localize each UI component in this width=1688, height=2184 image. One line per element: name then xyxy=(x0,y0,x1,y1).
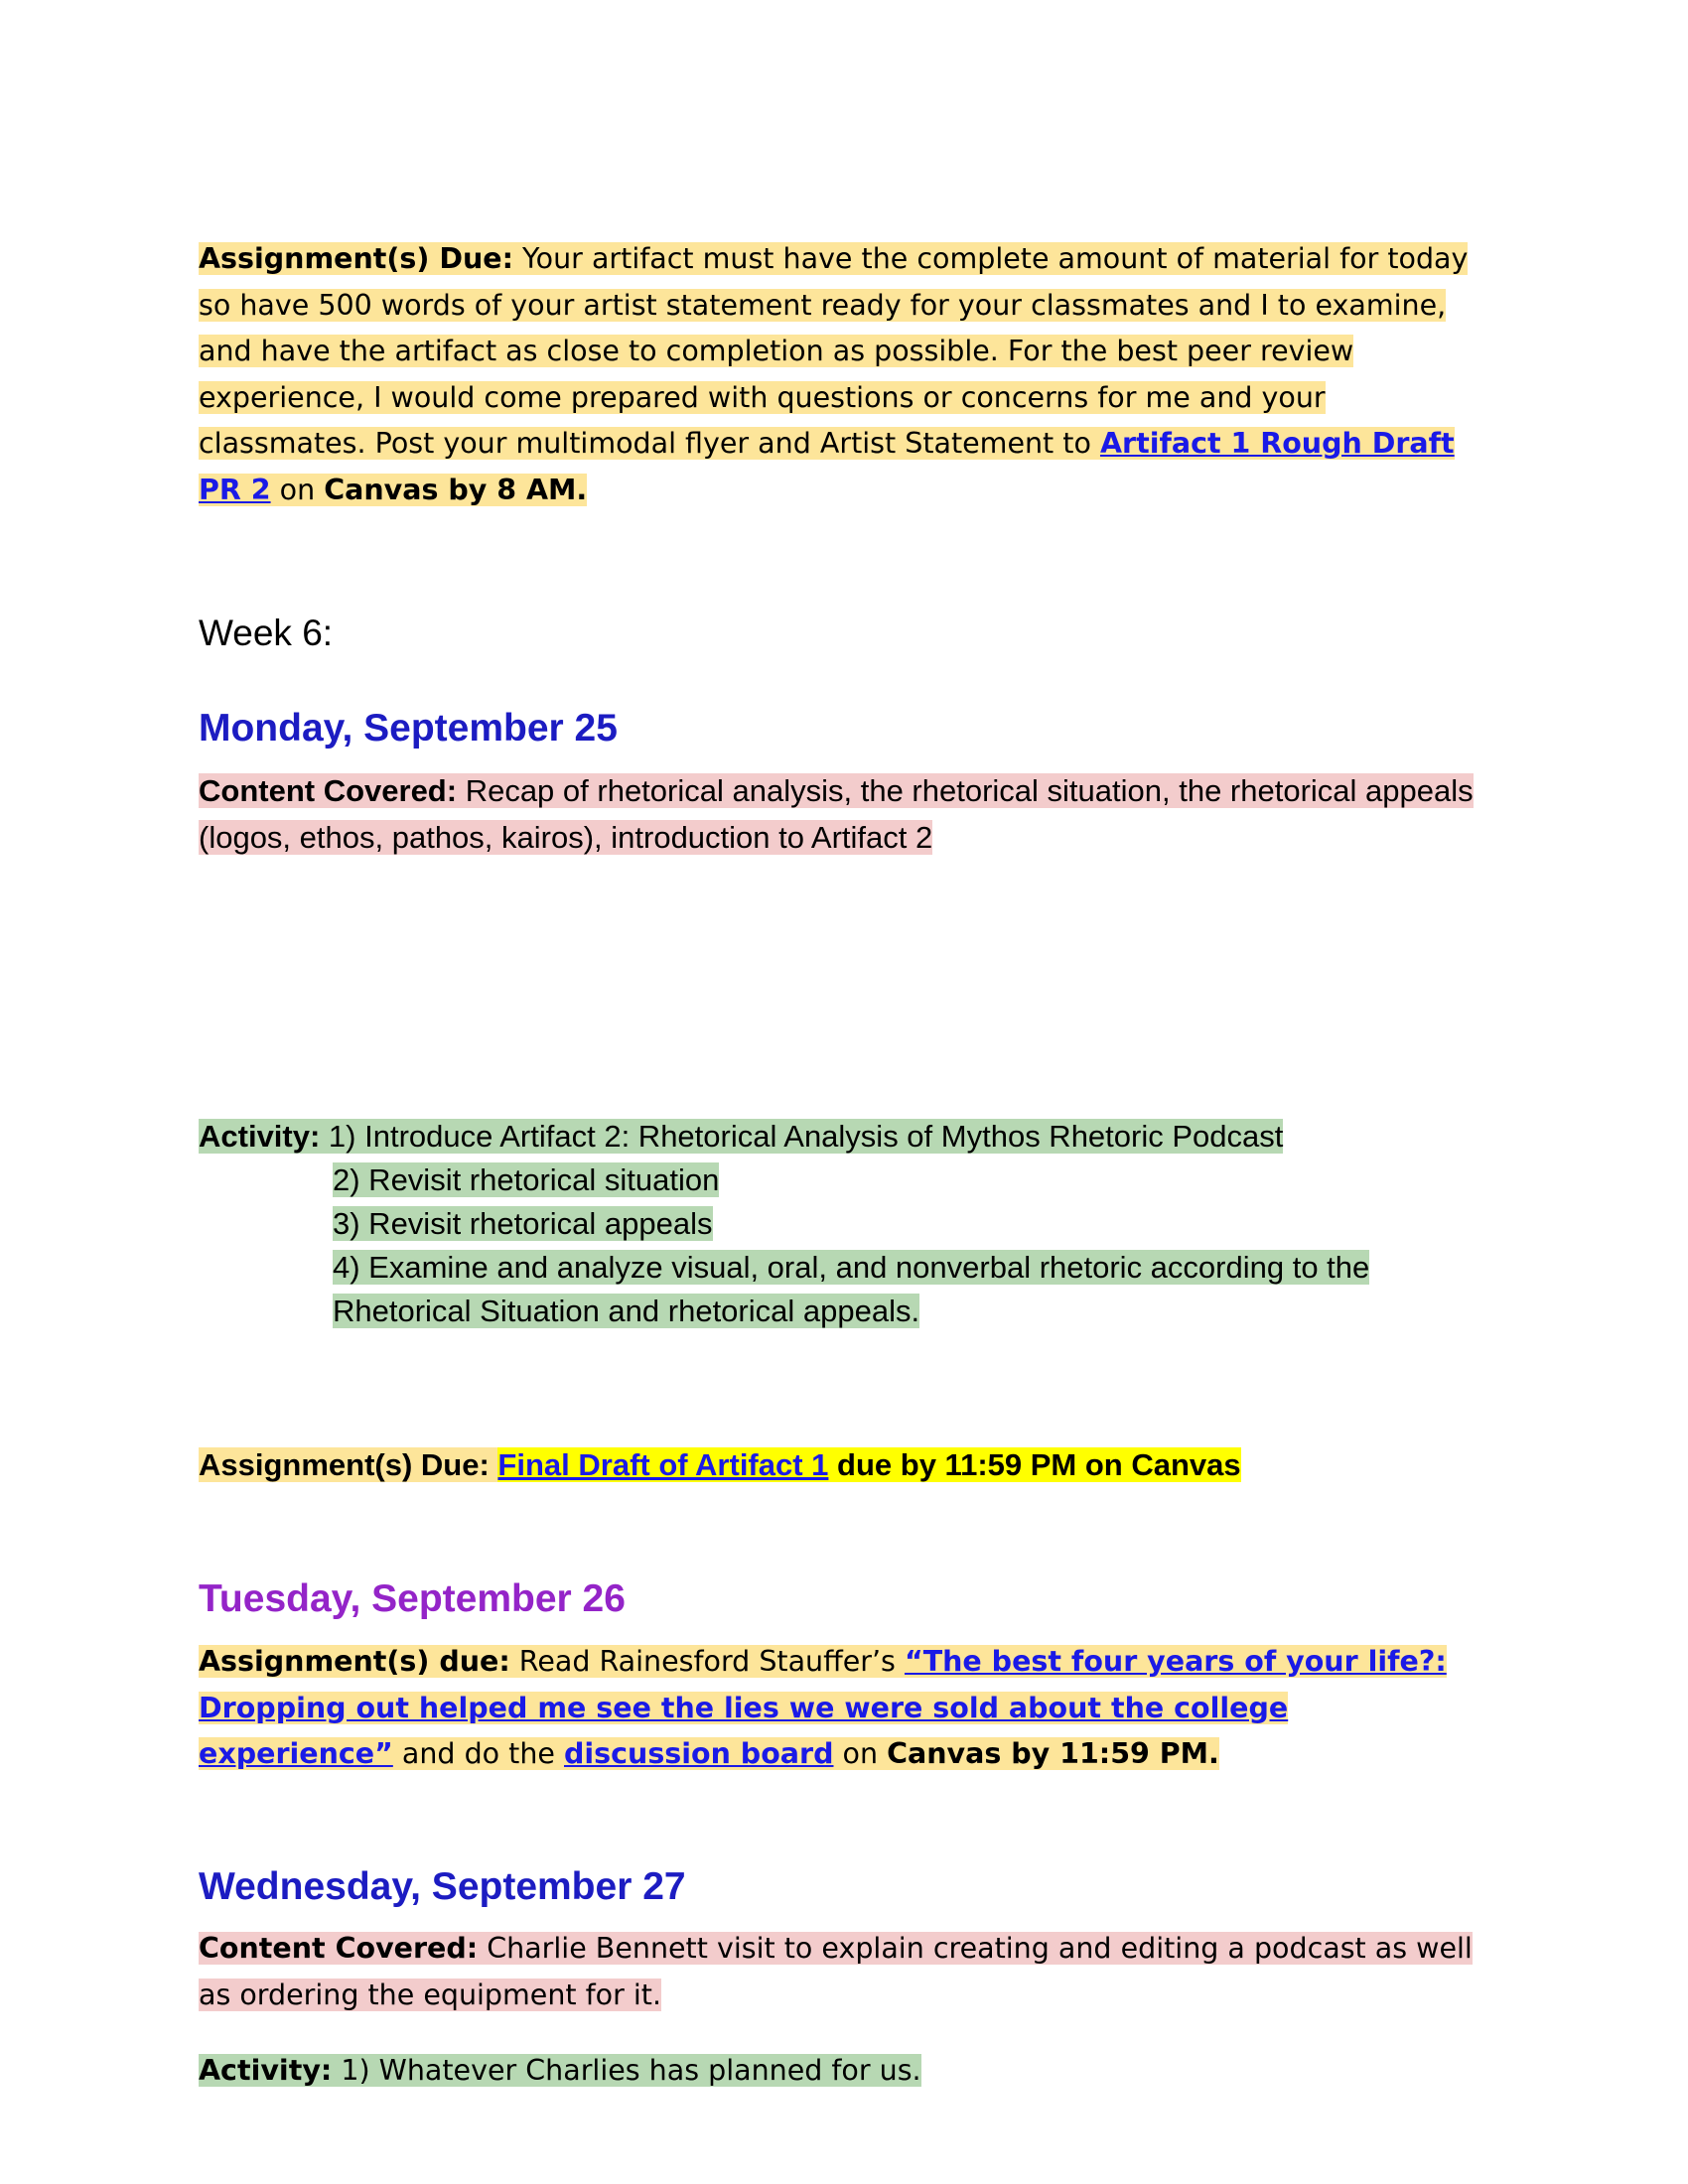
tuesday-due-label: Assignment(s) due: xyxy=(199,1645,510,1678)
monday-activity-item-2: 2) Revisit rhetorical situation xyxy=(333,1162,720,1197)
monday-content-label: Content Covered: xyxy=(199,773,458,808)
monday-due-highlight xyxy=(497,1447,1240,1482)
monday-activity-item-3: 3) Revisit rhetorical appeals xyxy=(333,1206,713,1241)
monday-content-text: Recap of rhetorical analysis, the rhetorical situation, the rhetorical appeals (logos, ethos, pathos, kairos), introduction to Artifact 2 xyxy=(199,773,1474,855)
monday-due-text: due by 11:59 PM on Canvas xyxy=(828,1447,1241,1482)
artifact-1-rough-draft-link[interactable]: Artifact 1 Rough Draft PR 2 xyxy=(199,427,1455,506)
assignment-due-on: on xyxy=(270,473,325,506)
wednesday-activity xyxy=(199,2048,921,2095)
wednesday-activity-highlight xyxy=(199,2054,921,2087)
assignment-due-label: Assignment(s) Due: xyxy=(199,242,513,275)
wednesday-content-label: Content Covered: xyxy=(199,1932,479,1965)
assignment-due-paragraph xyxy=(199,236,1489,513)
wednesday-heading: Wednesday, September 27 xyxy=(199,1865,686,1908)
week-heading: Week 6: xyxy=(199,613,334,653)
tuesday-due-text-3: on xyxy=(833,1737,888,1770)
wednesday-activity-label: Activity: xyxy=(199,2054,333,2087)
monday-activity xyxy=(199,1115,1369,1333)
wednesday-content-text: Charlie Bennett visit to explain creating and editing a podcast as well as ordering the equipment for it. xyxy=(199,1932,1473,2011)
monday-activity-item-4-cont: Rhetorical Situation and rhetorical appeals. xyxy=(333,1294,920,1328)
discussion-board-link[interactable]: discussion board xyxy=(564,1737,834,1770)
tuesday-assignment-due xyxy=(199,1639,1489,1778)
monday-activity-row-1 xyxy=(199,1119,1283,1154)
wednesday-activity-text: 1) Whatever Charlies has planned for us. xyxy=(332,2054,921,2087)
tuesday-due-text-1: Read Rainesford Stauffer’s xyxy=(509,1645,905,1678)
tuesday-due-text-2: and do the xyxy=(392,1737,564,1770)
best-four-years-article-link[interactable]: “The best four years of your life?: Dropping out helped me see the lies we were sold about the college experience” xyxy=(199,1645,1447,1770)
tuesday-due-highlight xyxy=(199,1645,1447,1770)
tuesday-due-deadline: Canvas by 11:59 PM. xyxy=(887,1737,1219,1770)
assignment-due-deadline: Canvas by 8 AM. xyxy=(324,473,588,506)
monday-activity-item-4: 4) Examine and analyze visual, oral, and nonverbal rhetoric according to the xyxy=(333,1250,1370,1285)
monday-heading: Monday, September 25 xyxy=(199,707,618,750)
monday-content-covered xyxy=(199,768,1489,861)
monday-content-highlight xyxy=(199,773,1474,855)
final-draft-artifact-1-link[interactable]: Final Draft of Artifact 1 xyxy=(497,1447,829,1482)
monday-activity-item-1: 1) Introduce Artifact 2: Rhetorical Analysis of Mythos Rhetoric Podcast xyxy=(320,1119,1284,1154)
assignment-due-highlight xyxy=(199,242,1468,506)
monday-activity-label: Activity: xyxy=(199,1119,321,1154)
assignment-due-text: Your artifact must have the complete amount of material for today so have 500 words of your artist statement ready for your classmates and I to examine, and have the artifact as close to completion as possible. For the best peer review experience, I would come prepared with questions or concerns for me and your classmates. Post your multimodal flyer and Artist Statement to xyxy=(199,242,1469,460)
tuesday-heading: Tuesday, September 26 xyxy=(199,1577,626,1620)
wednesday-content-highlight xyxy=(199,1932,1473,2011)
monday-assignment-due xyxy=(199,1442,1241,1489)
wednesday-content-covered xyxy=(199,1926,1489,2018)
monday-due-label: Assignment(s) Due: xyxy=(199,1447,498,1482)
